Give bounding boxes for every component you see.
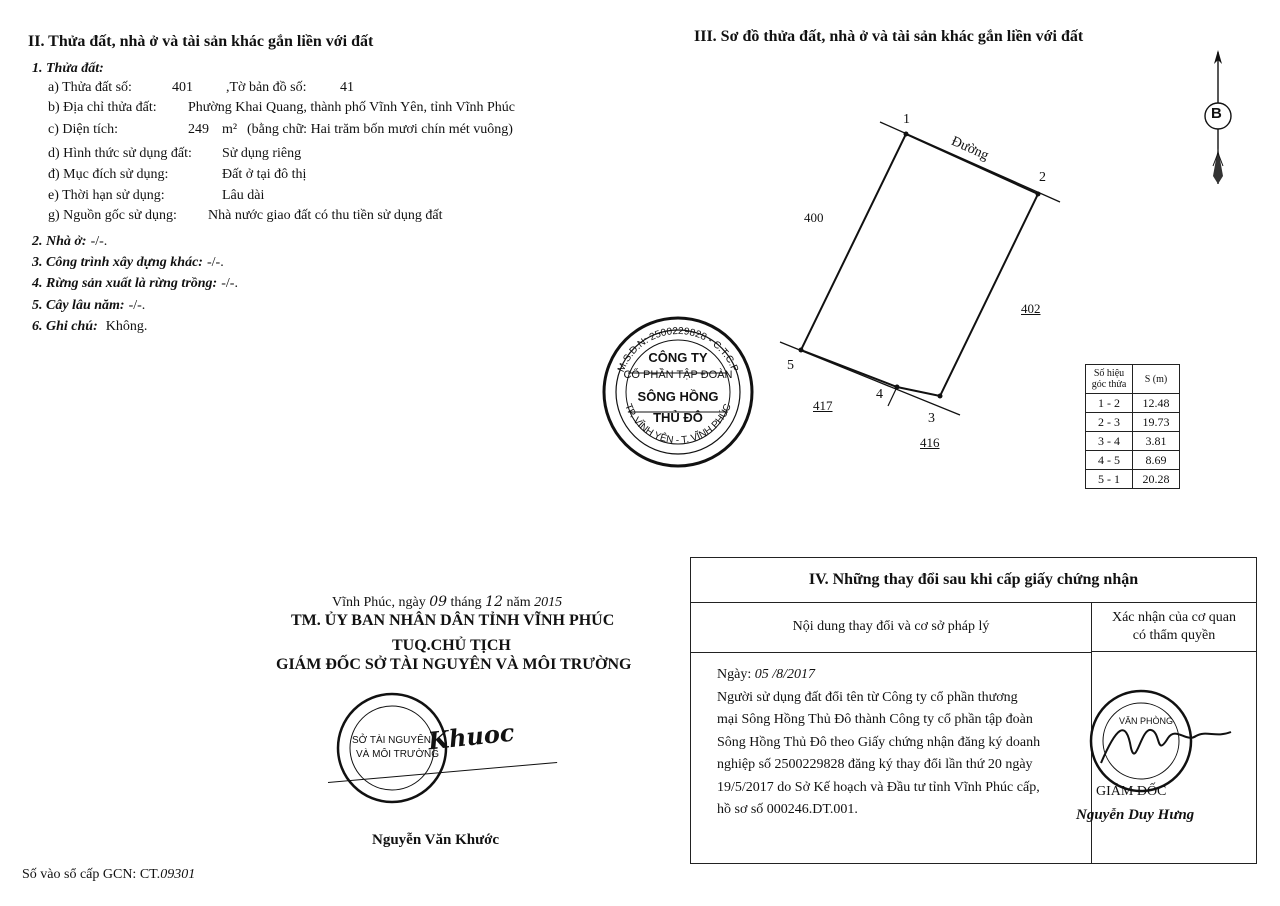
edge-table-header (1086, 365, 1180, 394)
road-label: Đường (948, 134, 991, 164)
change-line: hồ sơ số 000246.DT.001. (717, 802, 858, 817)
origin-label: g) Nguồn gốc sử dụng: (48, 208, 177, 223)
change-date: Ngày: 05 /8/2017 (717, 667, 815, 682)
area-value: 249 (188, 122, 209, 137)
dept-stamp-line-1: SỞ TÀI NGUYÊN (352, 735, 431, 746)
signature-2 (1096, 708, 1236, 778)
section-2-heading: II. Thửa đất, nhà ở và tài sản khác gắn liền với đất (28, 33, 374, 50)
edge-cell: 1 - 2 (1086, 394, 1133, 413)
item-2: 2. Nhà ở: -/-. (32, 234, 108, 249)
table-row (1086, 413, 1180, 432)
address-value: Phường Khai Quang, thành phố Vĩnh Yên, tỉnh Vĩnh Phúc (188, 100, 515, 115)
vertex-5-label: 5 (787, 358, 794, 373)
north-arrow-letter: B (1211, 105, 1222, 122)
map-sheet-value: 41 (340, 80, 354, 95)
vertex-2-point (1036, 192, 1041, 197)
registry-number: Số vào sổ cấp GCN: CT.09301 (22, 867, 196, 882)
item-5: 5. Cây lâu năm: -/-. (32, 298, 146, 313)
vertex-2-label: 2 (1039, 170, 1046, 185)
table-row (1086, 470, 1180, 489)
vertex-4-label: 4 (876, 387, 883, 402)
length-cell: 8.69 (1133, 451, 1180, 470)
section-4-heading: IV. Những thay đổi sau khi cấp giấy chứng nhận (691, 558, 1256, 603)
neighbor-416: 416 (920, 435, 940, 450)
authority-line-2: TUQ.CHỦ TỊCH (392, 637, 511, 654)
use-form-value: Sử dụng riêng (222, 146, 302, 161)
change-line: Sông Hồng Thủ Đô theo Giấy chứng nhận đăng ký doanh (717, 734, 1041, 750)
table-row (1086, 394, 1180, 413)
edge-length-table (1085, 364, 1180, 489)
length-cell: 19.73 (1133, 413, 1180, 432)
stamp-line-3: SÔNG HỒNG (637, 389, 719, 404)
use-purpose-label: đ) Mục đích sử dụng: (48, 167, 169, 182)
item-3: 3. Công trình xây dựng khác: -/-. (32, 255, 224, 270)
change-line: mại Sông Hồng Thủ Đô thành Công ty cổ phần tập đoàn (717, 712, 1033, 727)
map-sheet-label: ,Tờ bản đồ số: (226, 80, 307, 95)
stamp-ring-bottom-text: TP. VĨNH YÊN - T. VĨNH PHÚC (622, 402, 734, 447)
authority-line-3: GIÁM ĐỐC SỞ TÀI NGUYÊN VÀ MÔI TRƯỜNG (276, 656, 632, 673)
signer-name-2: Nguyễn Duy Hưng (1076, 807, 1195, 823)
edge-cell: 5 - 1 (1086, 470, 1133, 489)
parcel-boundary (801, 134, 1038, 396)
section-4-box (690, 557, 1257, 864)
signer-title-2: GIÁM ĐỐC (1096, 784, 1167, 799)
edge-cell: 4 - 5 (1086, 451, 1133, 470)
vertex-3-point (938, 394, 943, 399)
stamp-line-4: THỦ ĐÔ (653, 410, 703, 425)
item-6: 6. Ghi chú: Không. (32, 319, 148, 334)
dept-stamp-line-2: VÀ MÔI TRƯỜNG (356, 749, 440, 760)
area-in-words: (bằng chữ: Hai trăm bốn mươi chín mét vuông) (247, 122, 513, 137)
signer-name: Nguyễn Văn Khước (372, 832, 500, 848)
confirmation-header-line-2: có thẩm quyền (1132, 628, 1216, 643)
length-header: S (m) (1133, 365, 1180, 394)
south-boundary-line (780, 342, 960, 415)
parcel-number-value: 401 (172, 80, 193, 95)
edge-header: Số hiệu góc thửa (1086, 365, 1133, 394)
length-cell: 12.48 (1133, 394, 1180, 413)
lot-417-416-divider (888, 387, 897, 406)
area-label: c) Diện tích: (48, 122, 118, 137)
change-content-header: Nội dung thay đổi và cơ sở pháp lý (691, 602, 1092, 653)
parcel-number-label: a) Thửa đất số: (48, 80, 132, 95)
authority-line-1: TM. ỦY BAN NHÂN DÂN TỈNH VĨNH PHÚC (291, 612, 615, 629)
stamp-line-2: CỔ PHẦN TẬP ĐOÀN (623, 369, 733, 381)
table-row (1086, 451, 1180, 470)
neighbor-400: 400 (804, 210, 824, 225)
change-line: 19/5/2017 do Sở Kế hoạch và Đầu tư tỉnh Vĩnh Phúc cấp, (717, 779, 1040, 795)
vertex-1-label: 1 (903, 112, 910, 127)
edge-cell: 2 - 3 (1086, 413, 1133, 432)
change-content (717, 664, 1087, 822)
origin-value: Nhà nước giao đất có thu tiền sử dụng đất (208, 208, 443, 223)
neighbor-417: 417 (813, 398, 833, 413)
stamp-line-1: CÔNG TY (648, 350, 708, 365)
office-stamp-text: VĂN PHÒNG (1119, 716, 1174, 726)
address-label: b) Địa chỉ thửa đất: (48, 100, 157, 115)
item-1-title: 1. Thửa đất: (32, 61, 104, 76)
signature-1: Khuoc (426, 717, 516, 756)
confirmation-header-line-1: Xác nhận của cơ quan (1111, 610, 1236, 625)
vertex-5-point (799, 348, 804, 353)
area-unit: m² (222, 122, 238, 137)
confirmation-header (1092, 602, 1256, 652)
stamp-ring-top-text: M.S.D.N: 2500229828 - C.T.C.P (615, 325, 741, 374)
use-term-label: e) Thời hạn sử dụng: (48, 188, 165, 203)
section-3-heading: III. Sơ đồ thửa đất, nhà ở và tài sản khác gắn liền với đất (694, 28, 1084, 45)
place-date: Vĩnh Phúc, ngày 09 tháng 12 năm 2015 (332, 594, 563, 610)
parcel-sketch (760, 100, 1080, 440)
use-purpose-value: Đất ở tại đô thị (222, 167, 307, 182)
change-line: nghiệp số 2500229828 đăng ký thay đổi lần thứ 20 ngày (717, 757, 1033, 772)
edge-cell: 3 - 4 (1086, 432, 1133, 451)
use-term-value: Lâu dài (222, 188, 265, 203)
neighbor-402: 402 (1021, 301, 1041, 316)
vertex-1-point (904, 132, 909, 137)
use-form-label: d) Hình thức sử dụng đất: (48, 146, 192, 161)
item-4: 4. Rừng sản xuất là rừng trồng: -/-. (32, 276, 238, 291)
length-cell: 3.81 (1133, 432, 1180, 451)
change-line: Người sử dụng đất đổi tên từ Công ty cổ phần thương (717, 689, 1018, 705)
vertex-4-point (895, 385, 900, 390)
vertex-3-label: 3 (928, 411, 935, 426)
table-row (1086, 432, 1180, 451)
length-cell: 20.28 (1133, 470, 1180, 489)
